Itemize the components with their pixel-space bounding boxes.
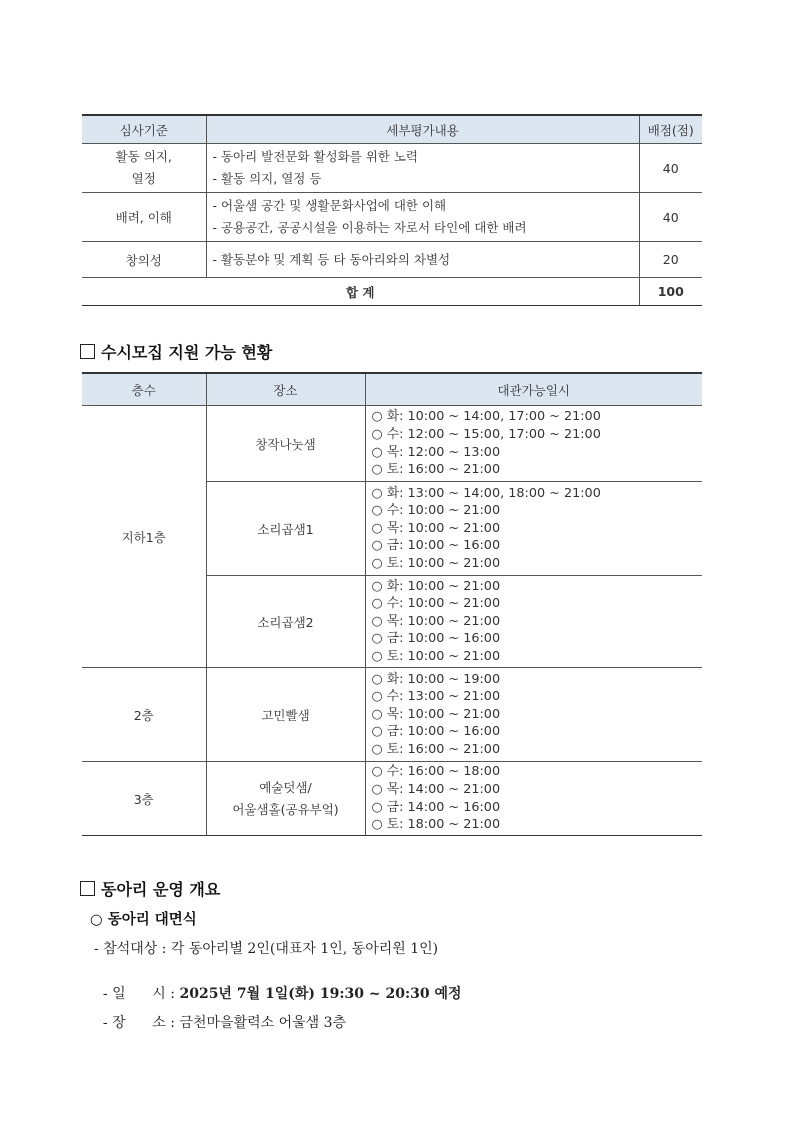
floor-cell: 2층 [82, 668, 206, 762]
available-times-header: 대관가능일시 [365, 373, 702, 406]
room-cell: 고민빨샘 [206, 668, 365, 762]
details-cell: - 동아리 발전문화 활성화를 위한 노력 - 활동 의지, 열정 등 [206, 144, 639, 193]
times-cell: ○ 화: 13:00 ~ 14:00, 18:00 ~ 21:00 ○ 수: 10:00 ~ 21:00 ○ 목: 10:00 ~ 21:00 ○ 금: 10:00 ~ 16:00 ○ 토: 10:00 ~ 21:00 [365, 482, 702, 576]
room-cell: 예술덧샘/ 어울샘홀(공유부엌) [206, 762, 365, 836]
times-cell: ○ 화: 10:00 ~ 19:00 ○ 수: 13:00 ~ 21:00 ○ 목: 10:00 ~ 21:00 ○ 금: 10:00 ~ 16:00 ○ 토: 16:00 ~ 21:00 [365, 668, 702, 762]
score-header: 배점(점) [639, 115, 702, 144]
total-label: 합 계 [82, 278, 639, 306]
room-cell: 창작나눗샘 [206, 406, 365, 482]
room-cell: 소리곱샘2 [206, 576, 365, 668]
place-header: 장소 [206, 373, 365, 406]
times-cell: ○ 화: 10:00 ~ 14:00, 17:00 ~ 21:00 ○ 수: 12:00 ~ 15:00, 17:00 ~ 21:00 ○ 목: 12:00 ~ 13:00 ○ 토: 16:00 ~ 21:00 [365, 406, 702, 482]
overview-section-heading: 동아리 운영 개요 [80, 877, 220, 900]
details-cell: - 활동분야 및 계획 등 타 동아리와의 차별성 [206, 242, 639, 278]
criterion-cell: 활동 의지, 열정 [82, 144, 206, 193]
orientation-subheading: ○ 동아리 대면식 [90, 911, 197, 928]
details-cell: - 어울샘 공간 및 생활문화사업에 대한 이해 - 공용공간, 공공시설을 이용하는 자로서 타인에 대한 배려 [206, 193, 639, 242]
schedule-section-heading: 수시모집 지원 가능 현황 [80, 340, 272, 363]
floor-cell: 지하1층 [82, 406, 206, 668]
total-score: 100 [639, 278, 702, 306]
score-cell: 40 [639, 193, 702, 242]
details-header: 세부평가내용 [206, 115, 639, 144]
floor-header: 층수 [82, 373, 206, 406]
score-cell: 20 [639, 242, 702, 278]
room-cell: 소리곱샘1 [206, 482, 365, 576]
times-cell: ○ 화: 10:00 ~ 21:00 ○ 수: 10:00 ~ 21:00 ○ 목: 10:00 ~ 21:00 ○ 금: 10:00 ~ 16:00 ○ 토: 10:00 ~ 21:00 [365, 576, 702, 668]
evaluation-criteria-table [82, 114, 702, 306]
floor-cell: 3층 [82, 762, 206, 836]
criteria-header: 심사기준 [82, 115, 206, 144]
participants-line: - 참석대상 : 각 동아리별 2인(대표자 1인, 동아리원 1인) [94, 941, 439, 957]
datetime-line: - 일 시 : 2025년 7월 1일(화) 19:30 ~ 20:30 예정 [102, 986, 462, 1002]
times-cell: ○ 수: 16:00 ~ 18:00 ○ 목: 14:00 ~ 21:00 ○ 금: 14:00 ~ 16:00 ○ 토: 18:00 ~ 21:00 [365, 762, 702, 836]
checkbox-square-icon [80, 881, 95, 896]
criterion-cell: 창의성 [82, 242, 206, 278]
criterion-cell: 배려, 이해 [82, 193, 206, 242]
place-line: - 장 소 : 금천마을활력소 어울샘 3층 [102, 1015, 347, 1031]
rental-schedule-table [82, 372, 702, 836]
checkbox-square-icon [80, 344, 95, 359]
score-cell: 40 [639, 144, 702, 193]
